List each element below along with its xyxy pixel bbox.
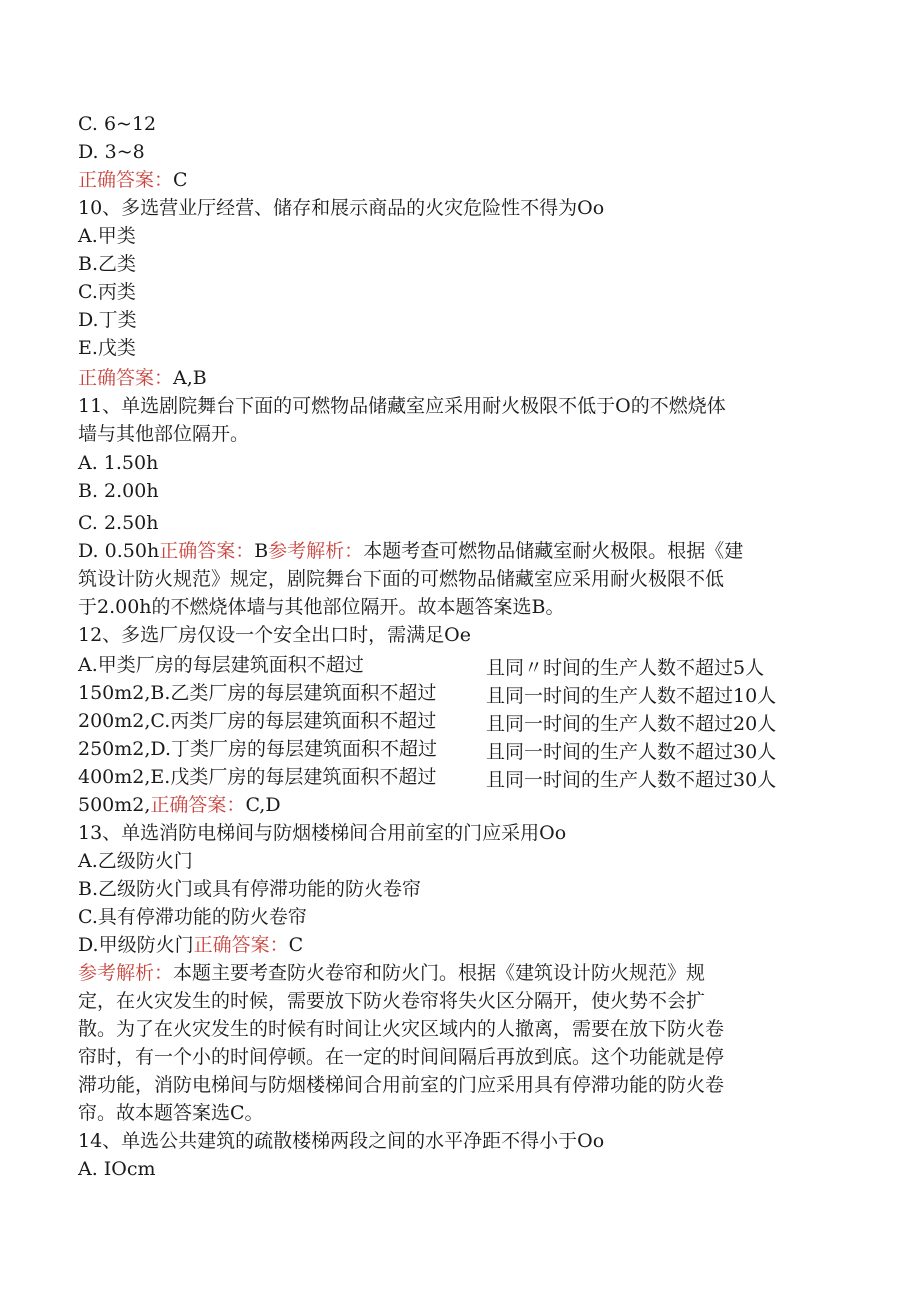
answer-value: C <box>288 934 304 956</box>
answer-label: 正确答案： <box>150 794 246 816</box>
q13-analysis-line: 滞功能，消防电梯间与防烟楼梯间合用前室的门应采用具有停滞功能的防火卷 <box>78 1074 725 1096</box>
q11-option-d-answer-line <box>78 539 743 563</box>
q13-analysis-line: 定，在火灾发生的时候，需要放下防火卷帘将失火区分隔开，使火势不会扩 <box>78 990 706 1012</box>
question-11-line1: 11、单选剧院舞台下面的可燃物品储藏室应采用耐火极限不低于O的不燃烧体 <box>78 395 726 417</box>
answer-label: 正确答案： <box>78 169 174 191</box>
q14-option-a: A. IOcm <box>78 1158 156 1180</box>
q13-analysis-line: 散。为了在火灾发生的时候有时间让火灾区域内的人撤离，需要在放下防火卷 <box>78 1018 725 1040</box>
option-d: D. 3~8 <box>78 141 145 163</box>
q12-last-prefix: 500m2, <box>78 794 151 816</box>
q12-left-line: 150m2,B.乙类厂房的每层建筑面积不超过 <box>78 682 437 704</box>
q13-analysis-line1 <box>78 961 705 985</box>
option-c: C. 6~12 <box>78 113 157 135</box>
q12-right-line: 且同一时间的生产人数不超过10人 <box>486 685 777 707</box>
question-13: 13、单选消防电梯间与防烟楼梯间合用前室的门应采用Oo <box>78 822 567 844</box>
q11-option-d: D. 0.50h <box>78 540 160 562</box>
answer-label: 正确答案： <box>193 934 289 956</box>
q13-option-d: D.甲级防火门 <box>78 934 194 956</box>
q11-option-c: C. 2.50h <box>78 512 159 534</box>
question-12: 12、多选厂房仅设一个安全出口时，需满足Oe <box>78 624 471 646</box>
question-14: 14、单选公共建筑的疏散楼梯两段之间的水平净距不得小于Oo <box>78 1130 605 1152</box>
q11-option-a: A. 1.50h <box>78 452 159 474</box>
q12-left-line: 400m2,E.戊类厂房的每层建筑面积不超过 <box>78 766 437 788</box>
answer-label: 正确答案： <box>159 540 255 562</box>
q12-left-line: 200m2,C.丙类厂房的每层建筑面积不超过 <box>78 710 437 732</box>
answer-value: C,D <box>245 794 281 816</box>
q12-right-line: 且同一时间的生产人数不超过20人 <box>486 713 777 735</box>
question-11-line2: 墙与其他部位隔开。 <box>78 423 250 445</box>
q13-option-a: A.乙级防火门 <box>78 850 193 872</box>
q11-analysis-line2: 筑设计防火规范》规定，剧院舞台下面的可燃物品储藏室应采用耐火极限不低 <box>78 568 725 590</box>
analysis-label: 参考解析： <box>78 962 174 984</box>
q10-option-a: A.甲类 <box>78 225 136 247</box>
analysis-text: 本题考查可燃物品储藏室耐火极限。根据《建 <box>363 540 744 562</box>
answer-value: A,B <box>173 367 207 389</box>
q13-analysis-line: 帘。故本题答案选C。 <box>78 1102 264 1124</box>
question-10: 10、多选营业厅经营、储存和展示商品的火灾危险性不得为Oo <box>78 197 605 219</box>
q10-option-e: E.戊类 <box>78 337 136 359</box>
q12-right-line: 且同一时间的生产人数不超过30人 <box>486 769 777 791</box>
q13-option-b: B.乙级防火门或具有停滞功能的防火卷帘 <box>78 878 422 900</box>
q10-option-c: C.丙类 <box>78 281 136 303</box>
answer-value: B <box>254 540 269 562</box>
q10-option-b: B.乙类 <box>78 253 137 275</box>
q10-answer-line <box>78 366 207 390</box>
answer-line <box>78 168 188 192</box>
analysis-text: 本题主要考查防火卷帘和防火门。根据《建筑设计防火规范》规 <box>173 962 706 984</box>
answer-label: 正确答案： <box>78 367 174 389</box>
q11-analysis-line3: 于2.00h的不燃烧体墙与其他部位隔开。故本题答案选B。 <box>78 596 565 618</box>
q11-option-b: B. 2.00h <box>78 480 159 502</box>
q10-option-d: D.丁类 <box>78 309 137 331</box>
answer-value: C <box>173 169 188 191</box>
q13-option-d-answer-line <box>78 933 303 957</box>
q12-right-line: 且同〃时间的生产人数不超过5人 <box>486 657 765 679</box>
q12-answer-line <box>78 793 281 817</box>
q12-left-line: 250m2,D.丁类厂房的每层建筑面积不超过 <box>78 738 438 760</box>
q13-option-c: C.具有停滞功能的防火卷帘 <box>78 906 307 928</box>
q12-right-line: 且同一时间的生产人数不超过30人 <box>486 741 777 763</box>
analysis-label: 参考解析： <box>268 540 364 562</box>
q13-analysis-line: 帘时，有一个小的时间停顿。在一定的时间间隔后再放到底。这个功能就是停 <box>78 1046 725 1068</box>
q12-left-line: A.甲类厂房的每层建筑面积不超过 <box>78 654 364 676</box>
